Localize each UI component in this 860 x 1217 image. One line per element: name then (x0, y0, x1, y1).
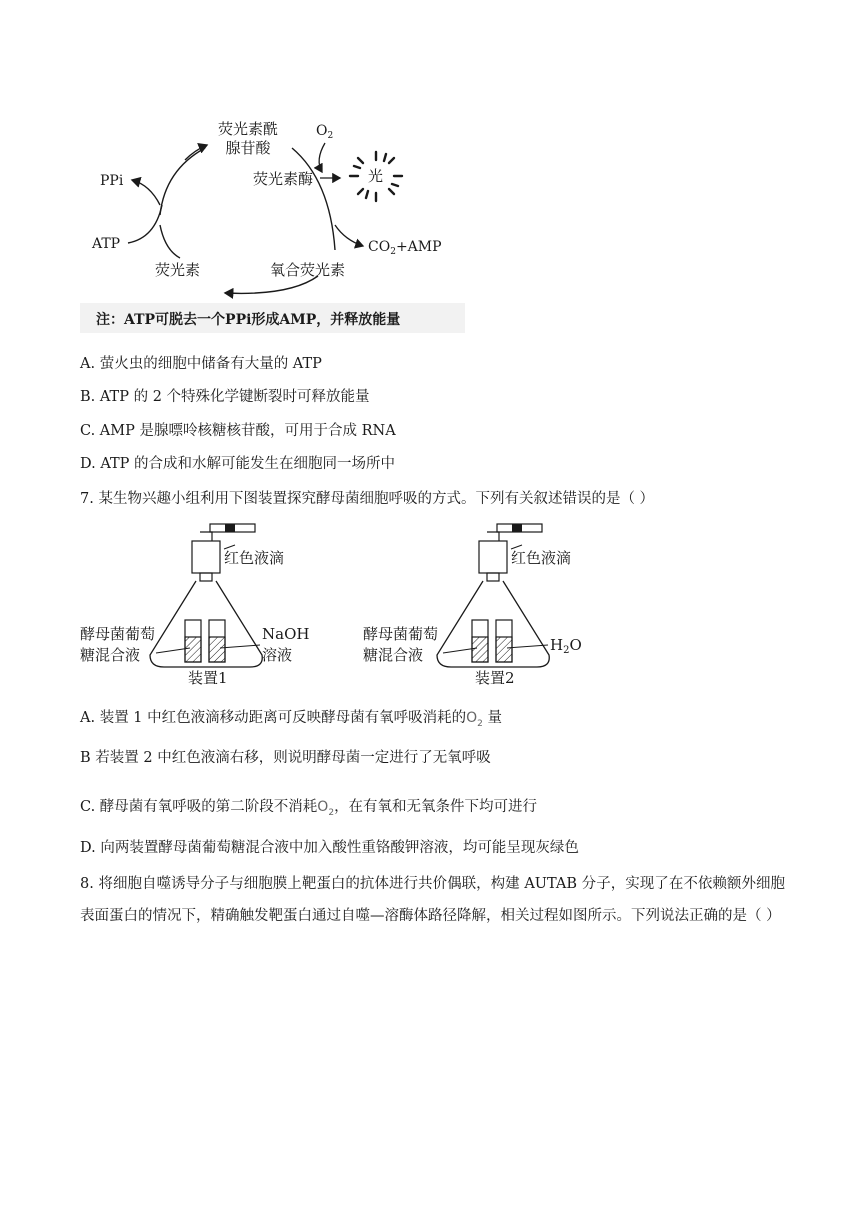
ppi-arrow (132, 180, 160, 205)
cycle-arc-left-top (160, 148, 205, 215)
device-1-label: 装置1 (188, 669, 228, 687)
device-1 (150, 524, 262, 667)
q7-option-b: B 若装置 2 中红色液滴右移，则说明酵母菌一定进行了无氧呼吸 (80, 750, 491, 766)
q7-option-a: A. 装置 1 中红色液滴移动距离可反映酵母菌有氧呼吸消耗的$O_2$ 量 (80, 708, 502, 734)
luciferin-label: 荧光素 (155, 261, 201, 279)
device-2-label: 装置2 (475, 669, 515, 687)
o2-formula: $O_2$ (317, 799, 335, 818)
flask-2 (437, 581, 549, 667)
figure-note: 注：ATP可脱去一个PPi形成AMP，并释放能量 (96, 312, 401, 328)
q7-option-d: D. 向两装置酵母菌葡萄糖混合液中加入酸性重铬酸钾溶液，均可能呈现灰绿色 (80, 840, 579, 856)
atp-label: ATP (92, 236, 121, 252)
luciferase-label: 荧光素酶 (253, 170, 314, 188)
co2-arrow (335, 225, 363, 246)
yeast-mix-label-2a: 酵母菌葡萄 (363, 625, 439, 643)
flask-1 (150, 581, 262, 667)
q6-option-a: A. 萤火虫的细胞中储备有大量的 ATP (80, 356, 322, 372)
naoh-label-1: NaOH (262, 625, 310, 643)
cycle-arc-left-bottom (160, 225, 180, 258)
red-drop-label-2: 红色液滴 (511, 549, 572, 567)
o2-arrow (319, 143, 325, 172)
q6-option-c: C. AMP 是腺嘌呤核糖核苷酸，可用于合成 RNA (80, 423, 396, 439)
q7-option-c: C. 酵母菌有氧呼吸的第二阶段不消耗$O_2$，在有氧和无氧条件下均可进行 (80, 797, 537, 823)
red-drop-2 (512, 524, 522, 532)
yeast-mix-label-2b: 糖混合液 (363, 646, 424, 664)
ppi-label: PPi (100, 173, 124, 189)
yeast-apparatus-figure (0, 515, 860, 715)
device-2 (437, 524, 549, 667)
o2-formula: $O_2$ (466, 710, 483, 729)
q6-option-d: D. ATP 的合成和水解可能发生在细胞同一场所中 (80, 456, 396, 472)
o2-label: $O_2$ (316, 123, 334, 141)
oxyluciferin-label: 氧合荧光素 (270, 261, 346, 279)
yeast-mix-label-1b: 糖混合液 (80, 646, 141, 664)
q6-option-b: B. ATP 的 2 个特殊化学键断裂时可释放能量 (80, 389, 370, 405)
q8-stem: 8. 将细胞自噬诱导分子与细胞膜上靶蛋白的抗体进行共价偶联，构建 AUTAB 分子，实现了在不依赖额外细胞表面蛋白的情况下，精确触发靶蛋白通过自噬—溶酶体路径降解，相关过程如图所示。下列说法正确的是（ ） (80, 876, 785, 924)
yeast-mix-label-1a: 酵母菌葡萄 (80, 625, 156, 643)
cycle-arc-right (292, 148, 335, 250)
red-drop-label-1: 红色液滴 (224, 549, 285, 567)
q7-stem: 7. 某生物兴趣小组利用下图装置探究酵母菌细胞呼吸的方式。下列有关叙述错误的是（ ） (80, 491, 655, 507)
h2o-label: $H_2O$ (550, 636, 582, 656)
cycle-arrow-top (185, 145, 207, 160)
co2-amp-label: $CO_2+AMP$ (368, 239, 442, 257)
red-drop-1 (225, 524, 235, 532)
atp-arrow (128, 205, 162, 243)
luciferyl-adenylate-label-2: 腺苷酸 (225, 139, 271, 157)
luciferyl-adenylate-label-1: 荧光素酰 (217, 120, 279, 138)
luciferase-cycle-figure (0, 0, 860, 345)
light-label: 光 (368, 167, 384, 185)
naoh-label-2: 溶液 (262, 646, 293, 664)
